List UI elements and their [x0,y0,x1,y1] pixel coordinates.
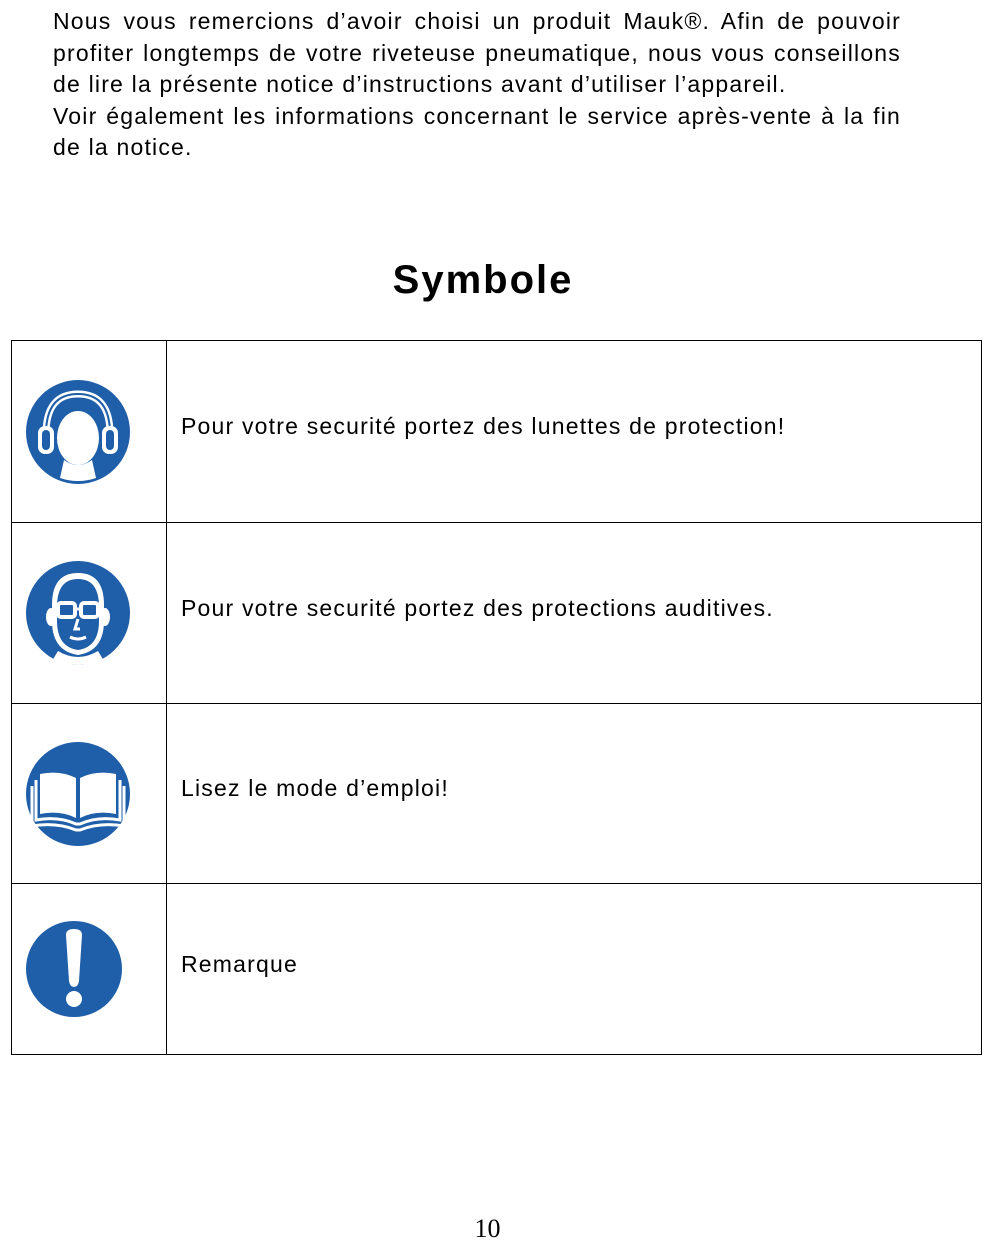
table-row [12,341,982,523]
section-title: Symbole [392,258,574,302]
symbol-description: Remarque [167,884,982,1055]
symbol-description: Lisez le mode d’emploi! [167,704,982,884]
intro-paragraph: Voir également les informations concernant le service après-vente à la fin de la notice. [53,102,901,160]
table-row [12,704,982,884]
safety-glasses-icon [24,559,132,667]
symbol-icon-cell [12,523,167,704]
symbol-description: Pour votre securité portez des protections auditives. [167,523,982,704]
symbol-table [11,340,982,1055]
intro-text [53,6,901,164]
ear-protection-icon [24,378,132,486]
table-row [12,884,982,1055]
notice-exclamation-icon [24,919,124,1019]
symbol-icon-cell [12,704,167,884]
page-number: 10 [474,1214,501,1243]
table-row [12,523,982,704]
read-manual-icon [24,740,132,848]
symbol-icon-cell [12,884,167,1055]
intro-paragraph: Nous vous remercions d’avoir choisi un produit Mauk®. Afin de pouvoir profiter longtemps de votre riveteuse pneumatique, nous vous conseillons de lire la présente notice d’instructions avant d’utiliser l’appareil. [53,8,901,97]
symbol-description: Pour votre securité portez des lunettes de protection! [167,341,982,523]
symbol-icon-cell [12,341,167,523]
